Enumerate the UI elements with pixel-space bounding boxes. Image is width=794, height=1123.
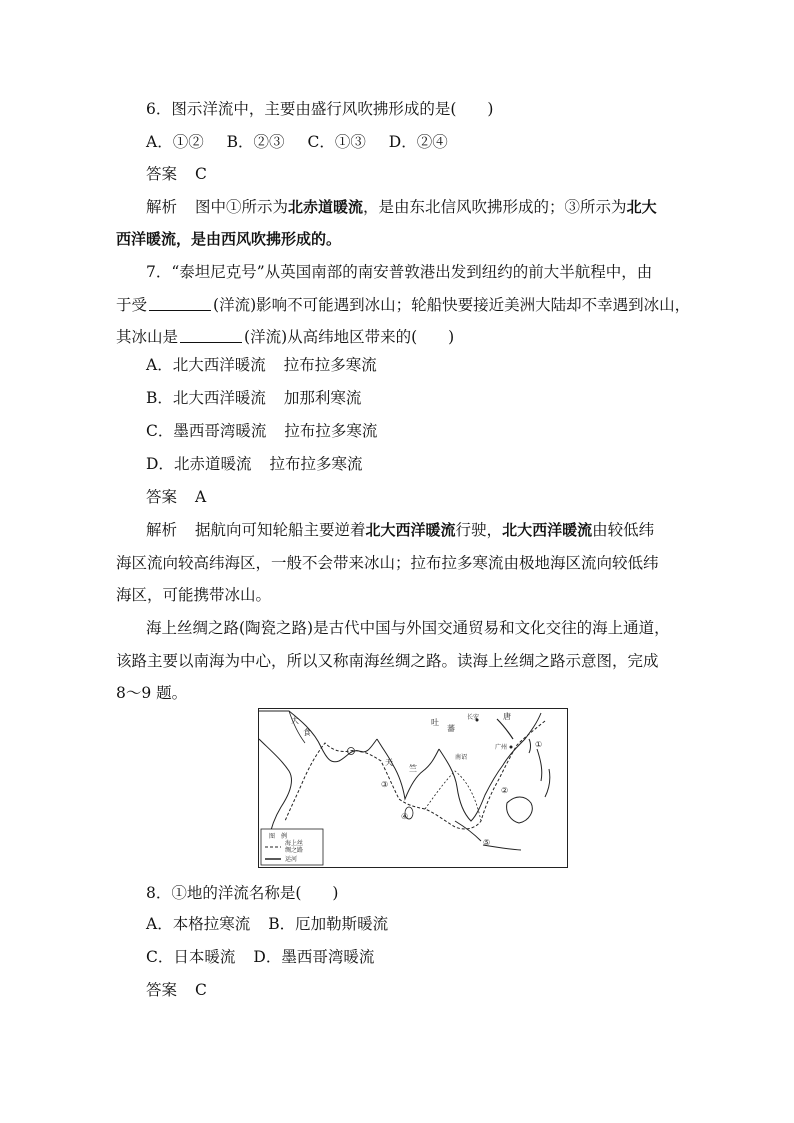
- q7-stem-text: 其冰山是: [116, 328, 179, 346]
- legend-route-label-2: 绸之路: [285, 847, 304, 854]
- option-letter: D．: [146, 455, 174, 473]
- q7-answer: [146, 487, 206, 507]
- answer-value: A: [195, 488, 207, 506]
- option-text: 墨西哥湾暖流: [281, 948, 375, 966]
- q7-option-a: [146, 355, 377, 375]
- label-zhu: 竺: [409, 764, 417, 773]
- label-tang: 唐: [503, 712, 511, 721]
- analysis-keyword: 北大: [626, 198, 657, 216]
- island-taiwan: [529, 739, 531, 753]
- label-shi: 食: [303, 728, 311, 737]
- analysis-keyword: 北大西洋暖流: [365, 521, 456, 539]
- option-text: 加那利寒流: [283, 389, 362, 407]
- q8-stem: 8．①地的洋流名称是( ): [146, 884, 339, 902]
- q8-options-row2: [146, 947, 374, 967]
- q7-option-b: [146, 388, 361, 408]
- analysis-keyword: 北大西洋暖流: [502, 521, 593, 539]
- city-marker-guangzhou: [510, 746, 513, 749]
- q6-options: [146, 132, 448, 152]
- answer-label: 答案: [146, 488, 178, 506]
- q6-analysis-line2: [116, 229, 341, 249]
- answer-blank: [149, 296, 211, 311]
- q6-answer: [146, 164, 207, 184]
- label-nanzhao: 南诏: [455, 754, 468, 761]
- legend-title: 图 例: [269, 833, 288, 840]
- q7-option-c: [146, 421, 377, 441]
- analysis-text: 行驶，: [455, 521, 503, 539]
- answer-label: 答案: [146, 165, 178, 183]
- answer-label: 答案: [146, 981, 178, 999]
- q7-analysis-line3: 海区，可能携带冰山。: [116, 586, 272, 604]
- coastline-arabia: [259, 711, 377, 762]
- q7-stem-line2: [116, 295, 690, 315]
- coastline-india: [377, 739, 439, 799]
- q7-analysis-line2: 海区流向较高纬海区，一般不会带来冰山；拉布拉多寒流由极地海区流向较低纬: [116, 554, 659, 572]
- option-text: 拉布拉多寒流: [284, 422, 378, 440]
- q6-option-c: C．①③: [307, 133, 366, 151]
- analysis-keyword: 西洋暖流: [116, 230, 177, 248]
- q6-option-a: A．①②: [146, 133, 204, 151]
- label-current-2: ②: [501, 786, 509, 795]
- q7-analysis-line1: [146, 520, 683, 540]
- option-text: 拉布拉多寒流: [269, 455, 363, 473]
- sea-silk-road-route: [285, 721, 545, 829]
- island-borneo: [507, 797, 533, 823]
- option-text: 拉布拉多寒流: [283, 356, 377, 374]
- canal-line: [497, 719, 513, 739]
- answer-value: C: [195, 165, 207, 183]
- q8-answer: [146, 980, 207, 1000]
- island-sumatra: [455, 821, 481, 841]
- label-current-5: ⑤: [483, 838, 491, 847]
- legend-canal-label: 运河: [285, 856, 298, 863]
- map-drawing: [259, 709, 567, 867]
- label-current-1: ①: [535, 740, 543, 749]
- option-text: 厄加勒斯暖流: [295, 915, 389, 933]
- q7-stem-line3: [116, 327, 454, 347]
- option-letter: A．: [146, 915, 173, 933]
- option-text: 本格拉寒流: [172, 915, 251, 933]
- option-text: 墨西哥湾暖流: [173, 422, 267, 440]
- label-tian: 天: [385, 758, 393, 767]
- analysis-text: 图中①所示为: [195, 198, 289, 216]
- option-letter: C．: [146, 948, 174, 966]
- option-text: 北大西洋暖流: [172, 356, 266, 374]
- q7-option-d: [146, 454, 362, 474]
- label-changan: 长安: [467, 714, 480, 721]
- q7-stem-text: (洋流)影响不可能遇到冰山；轮船快要接近美洲大陆却不幸遇到冰山，: [213, 296, 691, 314]
- option-letter: B．: [146, 389, 173, 407]
- label-tu: 吐: [431, 718, 439, 727]
- analysis-label: 解析: [146, 521, 178, 539]
- analysis-label: 解析: [146, 198, 178, 216]
- q6-option-d: D．②④: [388, 133, 448, 151]
- option-text: 北大西洋暖流: [172, 389, 266, 407]
- label-current-4: ④: [401, 812, 409, 821]
- option-letter: D．: [253, 948, 282, 966]
- option-letter: C．: [146, 422, 174, 440]
- silk-road-map: [258, 708, 568, 868]
- option-text: 北赤道暖流: [173, 455, 252, 473]
- analysis-text: 据航向可知轮船主要逆着: [195, 521, 366, 539]
- q6-option-b: B．②③: [226, 133, 285, 151]
- answer-blank: [180, 328, 242, 343]
- analysis-text: ，是由西风吹拂形成的。: [176, 230, 342, 248]
- answer-value: C: [195, 981, 207, 999]
- label-da: 大: [291, 716, 299, 725]
- q7-stem-line1: 7．“泰坦尼克号”从英国南部的南安普敦港出发到纽约的前大半航程中，由: [146, 263, 653, 281]
- analysis-text: 由较低纬: [592, 521, 655, 539]
- legend-route-label: 海上丝: [285, 840, 304, 847]
- label-bo: 蕃: [447, 724, 455, 733]
- analysis-text: ，是由东北信风吹拂形成的；③所示为: [363, 198, 627, 216]
- q7-stem-text: (洋流)从高纬地区带来的( ): [244, 328, 455, 346]
- analysis-keyword: 北赤道暖流: [288, 198, 364, 216]
- q6-analysis-line1: [146, 197, 683, 217]
- intro-line2: 该路主要以南海为中心，所以又称南海丝绸之路。读海上丝绸之路示意图，完成: [116, 652, 659, 670]
- q8-options-row1: [146, 914, 388, 934]
- q7-stem-text: 于受: [116, 296, 148, 314]
- option-letter: A．: [146, 356, 173, 374]
- island-philippines: [537, 749, 550, 797]
- intro-line1: 海上丝绸之路(陶瓷之路)是古代中国与外国交通贸易和文化交往的海上通道，: [146, 619, 670, 637]
- option-letter: B．: [268, 915, 296, 933]
- q6-stem: 6．图示洋流中，主要由盛行风吹拂形成的是( ): [146, 100, 494, 118]
- coastline-africa: [259, 739, 291, 839]
- option-text: 日本暖流: [173, 948, 236, 966]
- label-guangzhou: 广州: [495, 744, 508, 751]
- intro-line3: 8～9 题。: [116, 684, 188, 702]
- label-current-3: ③: [381, 780, 389, 789]
